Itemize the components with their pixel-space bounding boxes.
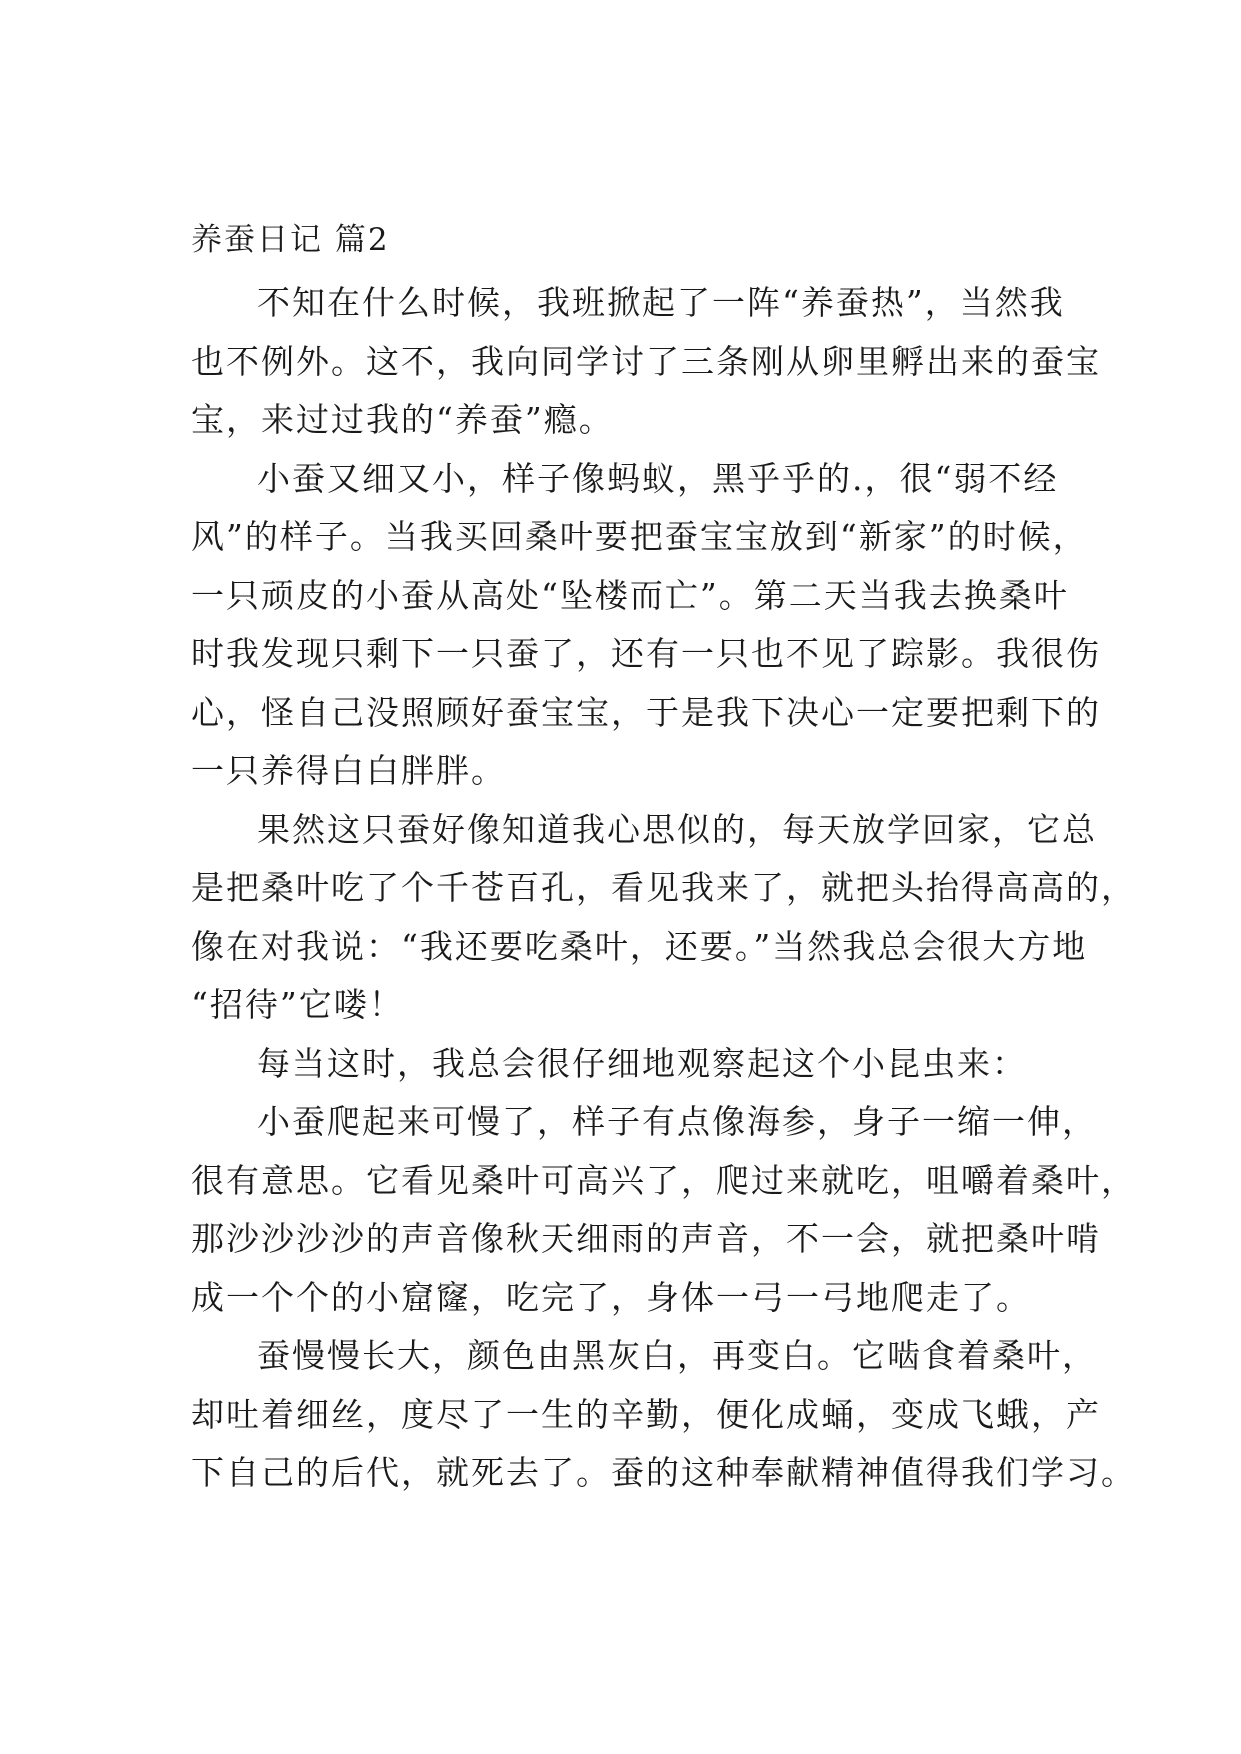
paragraph — [191, 1035, 1051, 1094]
paragraph-line: 每当这时，我总会很仔细地观察起这个小昆虫来： — [257, 1043, 1027, 1083]
paragraph-line: 风”的样子。当我买回桑叶要把蚕宝宝放到“新家”的时候， — [191, 517, 1088, 556]
paragraph-line: 心，怪自己没照顾好蚕宝宝，于是我下决心一定要把剩下的 — [191, 692, 1101, 732]
document-body — [191, 274, 1136, 1503]
paragraph-line: 小蚕爬起来可慢了，样子有点像海参，身子一缩一伸， — [257, 1102, 1097, 1141]
paragraph-line: 蚕慢慢长大，颜色由黑灰白，再变白。它啮食着桑叶， — [257, 1336, 1097, 1375]
paragraph — [191, 450, 1101, 801]
paragraph-line: 时我发现只剩下一只蚕了，还有一只也不见了踪影。我很伤 — [191, 634, 1101, 673]
paragraph-line: 是把桑叶吃了个千苍百孔，看见我来了，就把头抬得高高的， — [191, 868, 1136, 907]
document-title: 养蚕日记 篇2 — [191, 222, 390, 258]
paragraph-line: 一只顽皮的小蚕从高处“坠楼而亡”。第二天当我去换桑叶 — [191, 575, 1069, 615]
paragraph-line: 下自己的后代，就死去了。蚕的这种奉献精神值得我们学习。 — [191, 1453, 1136, 1492]
paragraph-line: 不知在什么时候，我班掀起了一阵“养蚕热”，当然我 — [257, 283, 1065, 322]
paragraph-line: 很有意思。它看见桑叶可高兴了，爬过来就吃，咀嚼着桑叶， — [191, 1160, 1136, 1200]
paragraph-line: 却吐着细丝，度尽了一生的辛勤，便化成蛹，变成飞蛾，产 — [191, 1394, 1101, 1434]
paragraph-line: 成一个个的小窟窿，吃完了，身体一弓一弓地爬走了。 — [191, 1277, 1031, 1317]
paragraph-line: 像在对我说：“我还要吃桑叶，还要。”当然我总会很大方地 — [191, 926, 1088, 966]
paragraph-line: 果然这只蚕好像知道我心思似的，每天放学回家，它总 — [257, 809, 1097, 849]
paragraph-line: 小蚕又细又小，样子像蚂蚁，黑乎乎的.，很“弱不经 — [257, 458, 1059, 498]
paragraph-line: 宝，来过过我的“养蚕”瘾。 — [191, 400, 614, 439]
document-page — [191, 220, 1136, 1503]
paragraph — [191, 801, 1136, 1035]
paragraph-line: “招待”它喽！ — [191, 985, 404, 1024]
paragraph-line: 那沙沙沙沙的声音像秋天细雨的声音，不一会，就把桑叶啃 — [191, 1219, 1101, 1258]
paragraph-line: 也不例外。这不，我向同学讨了三条刚从卵里孵出来的蚕宝 — [191, 341, 1101, 381]
paragraph — [191, 274, 1101, 450]
paragraph — [191, 1327, 1136, 1503]
paragraph-line: 一只养得白白胖胖。 — [191, 751, 506, 790]
paragraph — [191, 1093, 1136, 1327]
